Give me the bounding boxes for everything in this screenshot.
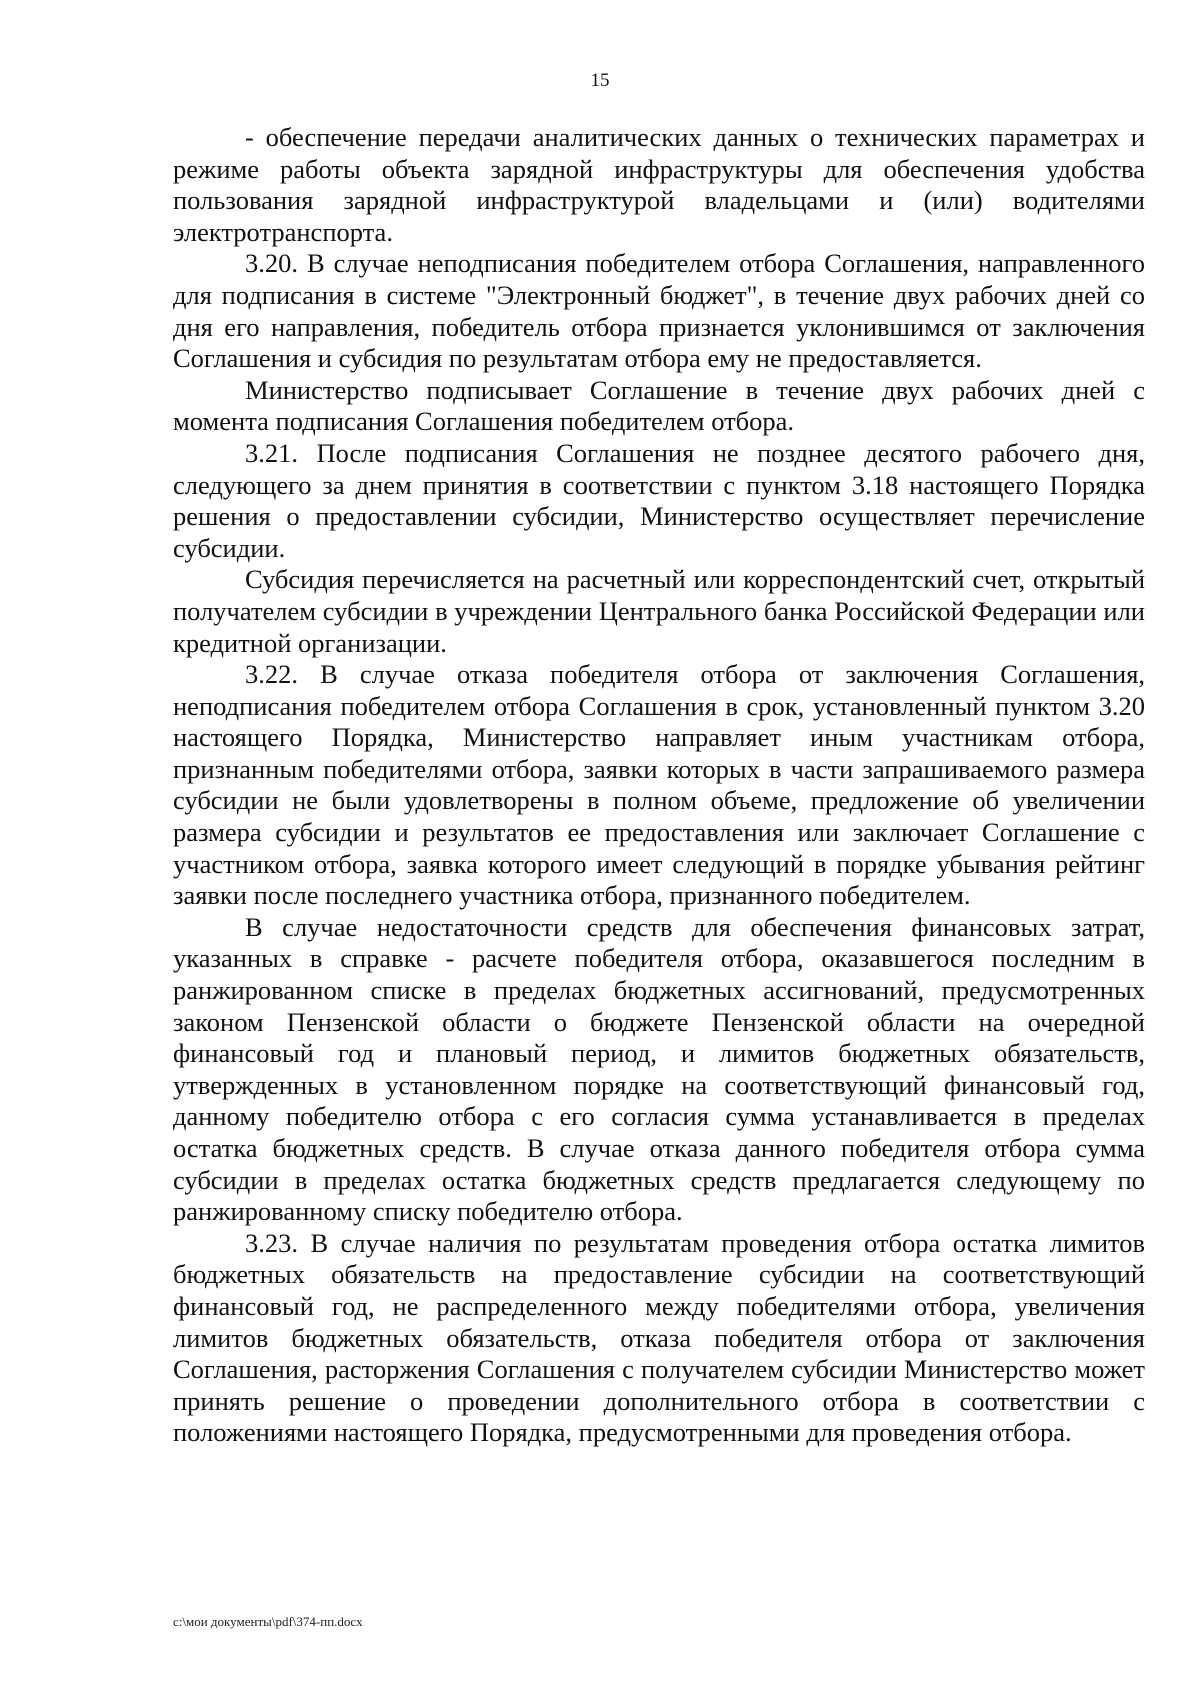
paragraph-5: Субсидия перечисляется на расчетный или корреспондентский счет, открытый получателем субсидии в учреждении Центрального банка Российской Федерации или кредитной организации. xyxy=(173,564,1145,658)
paragraph-3-22: 3.22. В случае отказа победителя отбора от заключения Соглашения, неподписания победителем отбора Соглашения в срок, установленный пунктом 3.20 настоящего Порядка, Министерство направляет иным участникам отбора, признанным победителями отбора, заявки которых в части запрашиваемого размера субсидии не были удовлетворены в полном объеме, предложение об увеличении размера субсидии и результатов ее предоставления или заключает Соглашение с участником отбора, заявка которого имеет следующий в порядке убывания рейтинг заявки после последнего участника отбора, признанного победителем. xyxy=(173,659,1146,911)
paragraph-3-20: 3.20. В случае неподписания победителем отбора Соглашения, направленного для подписания в системе "Электронный бюджет", в течение двух рабочих дней со дня его направления, победитель отбора признается уклонившимся от заключения Соглашения и субсидия по результатам отбора ему не предоставляется. xyxy=(173,248,1145,374)
paragraph-1: - обеспечение передачи аналитических данных о технических параметрах и режиме работы объекта зарядной инфраструктуры для обеспечения удобства пользования зарядной инфраструктурой владельцами и (или) водителями электротранспорта. xyxy=(173,122,1145,247)
paragraph-3: Министерство подписывает Соглашение в течение двух рабочих дней с момента подписания Соглашения победителем отбора. xyxy=(173,374,1145,437)
paragraph-3-21: 3.21. После подписания Соглашения не позднее десятого рабочего дня, следующего за днем принятия в соответствии с пунктом 3.18 настоящего Порядка решения о предоставлении субсидии, Министерство осуществляет перечисление субсидии. xyxy=(173,437,1145,563)
clause-number: 3.23. xyxy=(245,1227,298,1258)
clause-number: 3.20. xyxy=(245,248,298,279)
clause-number: 3.22. xyxy=(245,659,298,690)
clause-number: 3.21. xyxy=(245,437,298,468)
paragraph-7: В случае недостаточности средств для обеспечения финансовых затрат, указанных в справке - расчете победителя отбора, оказавшегося последним в ранжированном списке в пределах бюджетных ассигнований, предусмотренных законом Пензенской области о бюджете Пензенской области на очередной финансовый год и плановый период, и лимитов бюджетных обязательств, утвержденных в установленном порядке на соответствующий финансовый год, данному победителю отбора с его согласия сумма устанавливается в пределах остатка бюджетных средств. В случае отказа данного победителя отбора сумма субсидии в пределах остатка бюджетных средств предлагается следующему по ранжированному списку победителю отбора. xyxy=(173,911,1145,1227)
page-number: 15 xyxy=(590,70,610,91)
footer-file-path: c:\мои документы\pdf\374-пп.docx xyxy=(173,1614,363,1629)
document-body xyxy=(173,122,1145,1449)
paragraph-3-23: 3.23. В случае наличия по результатам проведения отбора остатка лимитов бюджетных обязательств на предоставление субсидии на соответствующий финансовый год, не распределенного между победителями отбора, увеличения лимитов бюджетных обязательств, отказа победителя отбора от заключения Соглашения, расторжения Соглашения с получателем субсидии Министерство может принять решение о проведении дополнительного отбора в соответствии с положениями настоящего Порядка, предусмотренными для проведения отбора. xyxy=(173,1227,1145,1448)
